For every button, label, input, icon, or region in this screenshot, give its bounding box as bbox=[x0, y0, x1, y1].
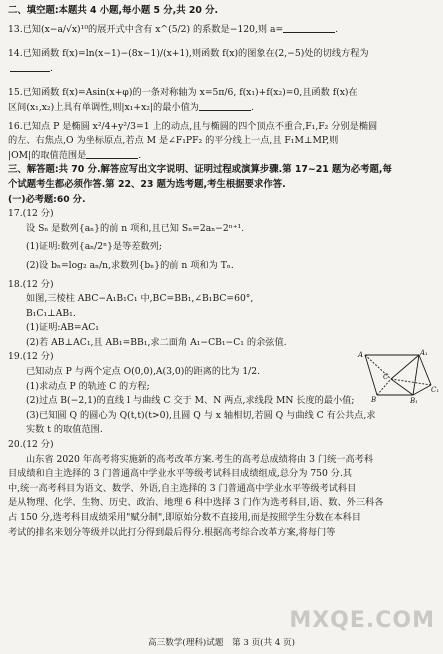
question-18-head: 18.(12 分) bbox=[8, 278, 54, 290]
label-A1: A₁ bbox=[420, 349, 428, 357]
question-20-line1: 山东省 2020 年高考将实施新的高考改革方案.考生的高考总成绩将由 3 门统一高考科 bbox=[26, 453, 374, 465]
answer-blank[interactable] bbox=[283, 23, 335, 33]
edge-A1-B1 bbox=[413, 355, 419, 395]
question-20-line4: 是从物理、化学、生物、历史、政治、地理 6 科中选择 3 门作为选考科目,语、数、外三科各 bbox=[8, 497, 384, 509]
question-15-line2: 区间(x₁,x₂)上具有单调性,则|x₁+x₂|的最小值为 . bbox=[8, 101, 254, 113]
question-20-line6: 考试的排名来划分等级并以此打分得到最后得分.根据高考综合改革方案,将每门等 bbox=[8, 526, 336, 538]
question-14-blank-line: . bbox=[8, 62, 433, 77]
label-C1: C₁ bbox=[431, 386, 440, 394]
question-13: 13.已知(x−a/√x)¹⁰的展开式中含有 x^(5/2) 的系数是−120,则 a= . bbox=[8, 23, 339, 35]
question-20-line5: 占 150 分,选考科目成绩采用"赋分制",即原始分数不直接用,而是按照学生分数在本科目 bbox=[8, 512, 361, 523]
answer-blank[interactable] bbox=[199, 101, 251, 111]
question-19-part3-line2: 实数 t 的取值范围. bbox=[26, 424, 103, 436]
question-17-stem: 设 Sₙ 是数列{aₙ}的前 n 项和,且已知 Sₙ=2aₙ−2ⁿ⁺¹. bbox=[26, 222, 245, 234]
question-16: 16.已知点 P 是椭圆 x²/4+y²/3=1 上的动点,且与椭圆的四个顶点不重合,F₁,F₂ 分别是椭圆 bbox=[8, 120, 378, 132]
label-B1: B₁ bbox=[410, 397, 418, 405]
question-19-part1: (1)求动点 P 的轨迹 C 的方程; bbox=[26, 380, 150, 392]
question-16-line3: |OM|的取值范围是 . bbox=[8, 149, 142, 161]
site-watermark: MXQE.COM bbox=[289, 608, 435, 633]
question-20-head: 20.(12 分) bbox=[8, 439, 54, 451]
question-19-part2: (2)过点 B(−2,1)的直线 l 与曲线 C 交于 M、N 两点,求线段 MN 长度的最小值; bbox=[26, 395, 355, 407]
page-footer: 高三数学(理科)试题 第 3 页(共 4 页) bbox=[148, 638, 295, 648]
question-18-stem: 如图,三棱柱 ABC−A₁B₁C₁ 中,BC=BB₁,∠B₁BC=60°, bbox=[26, 293, 254, 305]
section-solve-title: 三、解答题:共 70 分.解答应写出文字说明、证明过程或演算步骤.第 17~21 题为必考题,每 bbox=[8, 164, 392, 176]
answer-blank[interactable] bbox=[10, 62, 50, 72]
question-18-stem-line2: B₁C₁⊥AB₁. bbox=[26, 307, 76, 319]
edge-A1-C1 bbox=[419, 355, 431, 385]
question-17-part1: (1)证明:数列{aₙ/2ⁿ}是等差数列; bbox=[26, 241, 162, 253]
question-19-stem: 已知动点 P 与两个定点 O(0,0),A(3,0)的距离的比为 1/2. bbox=[26, 366, 261, 378]
required-part-title: (一)必考题:60 分. bbox=[8, 193, 86, 205]
section-fill-blank-title: 二、填空题:本题共 4 小题,每小题 5 分,共 20 分. bbox=[8, 5, 219, 16]
question-16-line2: 的左、右焦点,O 为坐标原点,若点 M 是∠F₁PF₂ 的平分线上一点,且 F₁M⊥MP,则 bbox=[8, 135, 339, 147]
label-B: B bbox=[371, 396, 377, 404]
section-solve-title-line2: 个试题考生都必须作答.第 22、23 题为选考题,考生根据要求作答. bbox=[8, 178, 286, 190]
question-18-part2: (2)若 AB⊥AC₁,且 AB₁=BB₁,求二面角 A₁−CB₁−C₁ 的余弦值. bbox=[26, 336, 287, 348]
question-14: 14.已知函数 f(x)=ln(x−1)−(8x−1)/(x+1),则函数 f(x)的图象在(2,−5)处的切线方程为 bbox=[8, 48, 369, 60]
edge-B-C bbox=[377, 379, 391, 395]
question-20-line2: 目成绩和自主选择的 3 门普通高中学业水平等级考试科目成绩组成,总分为 750 分.其 bbox=[8, 468, 353, 480]
edge-A1-C bbox=[391, 355, 419, 379]
prism-figure bbox=[357, 349, 440, 405]
question-18-part1: (1)证明:AB=AC₁ bbox=[26, 322, 99, 334]
question-15: 15.已知函数 f(x)=Asin(x+φ)的一条对称轴为 x=5π/6, f(x₁)+f(x₂)=0,且函数 f(x)在 bbox=[8, 87, 358, 99]
answer-blank[interactable] bbox=[86, 149, 138, 159]
question-19-head: 19.(12 分) bbox=[8, 351, 54, 363]
edge-B1-C1 bbox=[413, 385, 431, 395]
label-C: C bbox=[383, 373, 389, 381]
question-17-part2: (2)设 bₙ=log₂ aₙ/n,求数列{bₙ}的前 n 项和为 Tₙ. bbox=[26, 259, 234, 271]
label-A: A bbox=[358, 351, 364, 359]
edge-C-C1 bbox=[391, 379, 431, 385]
question-20-line3: 中,统一高考科目为语文、数学、外语,自主选择的 3 门普通高中学业水平等级考试科目 bbox=[8, 482, 357, 494]
question-17-head: 17.(12 分) bbox=[8, 208, 54, 220]
question-19-part3: (3)已知圆 Q 的圆心为 Q(t,t)(t>0),且圆 Q 与 x 轴相切,若圆 Q 与曲线 C 有公共点,求 bbox=[26, 409, 376, 421]
